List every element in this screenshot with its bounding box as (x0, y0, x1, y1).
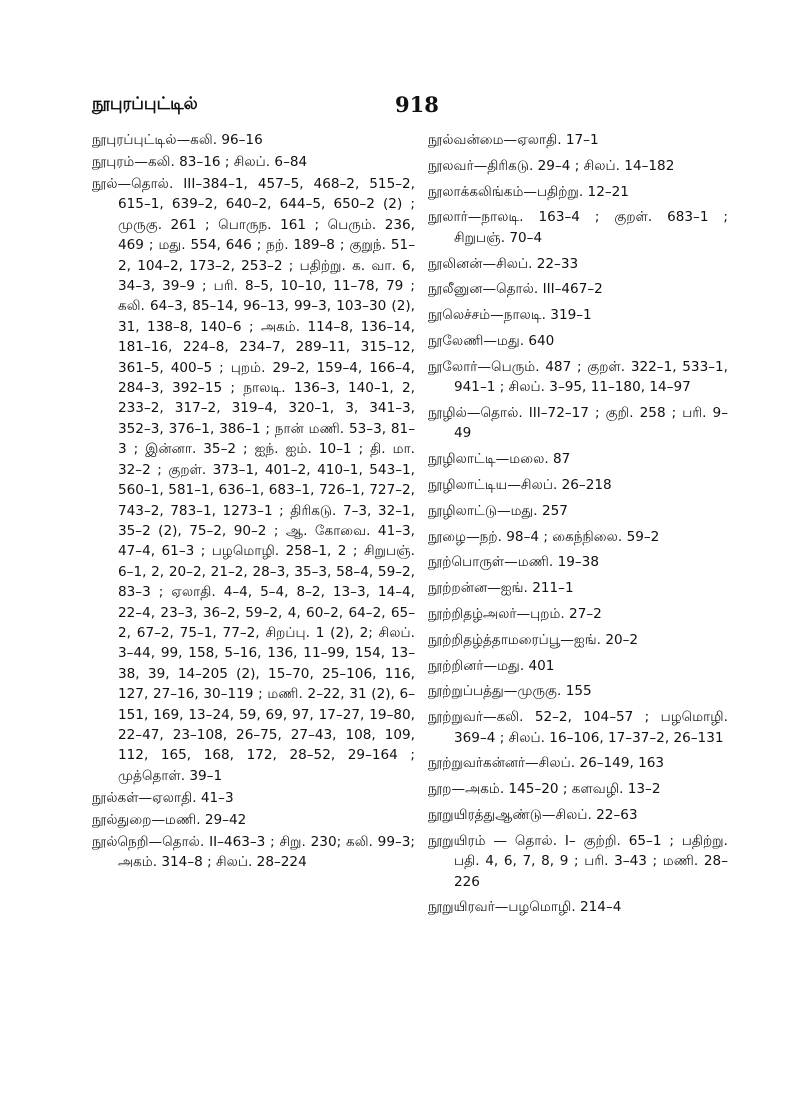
left-column (92, 130, 415, 874)
index-entry: நூல்துறை—மணி. 29–42 (92, 811, 247, 828)
index-entry: நூறுயிரத்துஆண்டு—சிலப். 22–63 (428, 806, 638, 823)
index-entry: நூலாக்கலிங்கம்—பதிற்று. 12–21 (428, 183, 629, 200)
running-head: நூபுரப்புட்டில் (92, 94, 198, 114)
index-entry: நூற்றினர்—மது. 401 (428, 657, 555, 674)
index-entry: நூழிலாட்டு—மது. 257 (428, 502, 568, 519)
index-entry: நூழில்—தொல். III–72–17 ; குறி. 258 ; பரி. 9–49 (428, 404, 728, 442)
index-entry: நூலீனுன—தொல். III–467–2 (428, 281, 603, 298)
index-entry: நூறுயிரவர்—பழமொழி. 214–4 (428, 899, 622, 916)
index-entry: நூலினன்—சிலப். 22–33 (428, 255, 579, 272)
index-entry: நூபுரப்புட்டில்—கலி. 96–16 (92, 132, 263, 148)
page-number: 918 (395, 92, 439, 117)
index-entry: நூலேணி—மது. 640 (428, 332, 555, 349)
right-column (428, 130, 728, 923)
page-header (0, 92, 800, 120)
index-entry: நூற்றுவர்—கலி. 52–2, 104–57 ; பழமொழி. 369–4 ; சிலப். 16–106, 17–37–2, 26–131 (428, 709, 728, 746)
index-entry: நூழிலாட்டிய—சிலப். 26–218 (428, 476, 612, 493)
index-entry: நூறுயிரம் — தொல். I– குற்றி. 65–1 ; பதிற்று. பதி. 4, 6, 7, 8, 9 ; பரி. 3–43 ; மணி. 28–226 (428, 832, 728, 890)
index-entry: நூல்—தொல். III–384–1, 457–5, 468–2, 515–2, 615–1, 639–2, 640–2, 644–5, 650–2 (2) ; முருகு. 261 ; பொருந. 161 ; பெரும். 236, 469 ; மது. 554, 646 ; நற். 189–8 ; குறுந். 51–2, 104–2, 173–2, 253–2 ; பதிற்று. க. வா. 6, 34–3, 39–9 ; பரி. 8–5, 10–10, 11–78, 79 ; கலி. 64–3, 85–14, 96–13, 99–3, 103–30 (2), 31, 138–8, 140–6 ; அகம். 114–8, 136–14, 181–16, 224–8, 234–7, 289–11, 315–12, 361–5, 400–5 ; புறம். 29–2, 159–4, 166–4, 284–3, 392–15 ; நாலடி. 136–3, 140–1, 2, 233–2, 317–2, 319–4, 320–1, 3, 341–3, 352–3, 376–1, 386–1 ; நான் மணி. 53–3, 81–3 ; இன்னா. 35–2 ; ஐந். ஐம். 10–1 ; தி. மா. 32–2 ; குறள். 373–1, 401–2, 410–1, 543–1, 560–1, 581–1, 636–1, 683–1, 726–1, 727–2, 743–2, 783–1, 1273–1 ; திரிகடு. 7–3, 32–1, 35–2 (2), 75–2, 90–2 ; ஆ. கோவை. 41–3, 47–4, 61–3 ; பழமொழி. 258–1, 2 ; சிறுபஞ். 6–1, 2, 20–2, 21–2, 28–3, 35–3, 58–4, 59–2, 83–3 ; ஏலாதி. 4–4, 5–4, 8–2, 13–3, 14–4, 22–4, 23–3, 36–2, 59–2, 4, 60–2, 64–2, 65–2, 67–2, 75–1, 77–2, சிறப்பு. 1 (2), 2; சிலப். 3–44, 99, 158, 5–16, 136, 11–99, 154, 13–38, 39, 14–205 (2), 15–70, 25–106, 116, 127, 27–16, 30–119 ; மணி. 2–22, 31 (2), 6–151, 169, 13–24, 59, 69, 97, 17–27, 19–80, 22–47, 23–108, 26–75, 27–43, 108, 109, 112, 165, 168, 172, 28–52, 29–164 ; முத்தொள். 39–1 (92, 176, 415, 784)
index-entry: நூழிலாட்டி—மலை. 87 (428, 451, 571, 468)
index-entry: நூற்றிதழ்த்தாமரைப்பூ—ஐங். 20–2 (428, 631, 639, 648)
index-entry: நூழை—நற். 98–4 ; கைந்நிலை. 59–2 (428, 528, 660, 545)
index-entry: நூற்பொருள்—மணி. 19–38 (428, 554, 599, 571)
index-entry: நூலார்—நாலடி. 163–4 ; குறள். 683–1 ; சிறுபஞ். 70–4 (428, 209, 728, 246)
index-entry: நூற—அகம். 145–20 ; களவழி. 13–2 (428, 781, 661, 798)
index-entry: நூற்றுப்பத்து—முருகு. 155 (428, 683, 592, 700)
index-entry: நூல்நெறி—தொல். II–463–3 ; சிறு. 230; கலி. 99–3; அகம். 314–8 ; சிலப். 28–224 (92, 833, 415, 871)
index-entry: நூல்கள்—ஏலாதி. 41–3 (92, 789, 234, 806)
index-entry: நூற்றன்ன—ஐங். 211–1 (428, 580, 574, 597)
index-entry: நூபுரம்—கலி. 83–16 ; சிலப். 6–84 (92, 154, 308, 170)
index-entry: நூலெச்சம்—நாலடி. 319–1 (428, 307, 592, 324)
index-entry: நூற்றுவர்கன்னர்—சிலப். 26–149, 163 (428, 755, 665, 772)
index-entry: நூலோர்—பெரும். 487 ; குறள். 322–1, 533–1, 941–1 ; சிலப். 3–95, 11–180, 14–97 (428, 358, 728, 396)
index-entry: நூற்றிதழ்அலர்—புறம். 27–2 (428, 605, 602, 622)
index-entry: நூல்வன்மை—ஏலாதி. 17–1 (428, 132, 599, 148)
index-entry: நூலவர்—திரிகடு. 29–4 ; சிலப். 14–182 (428, 157, 675, 174)
